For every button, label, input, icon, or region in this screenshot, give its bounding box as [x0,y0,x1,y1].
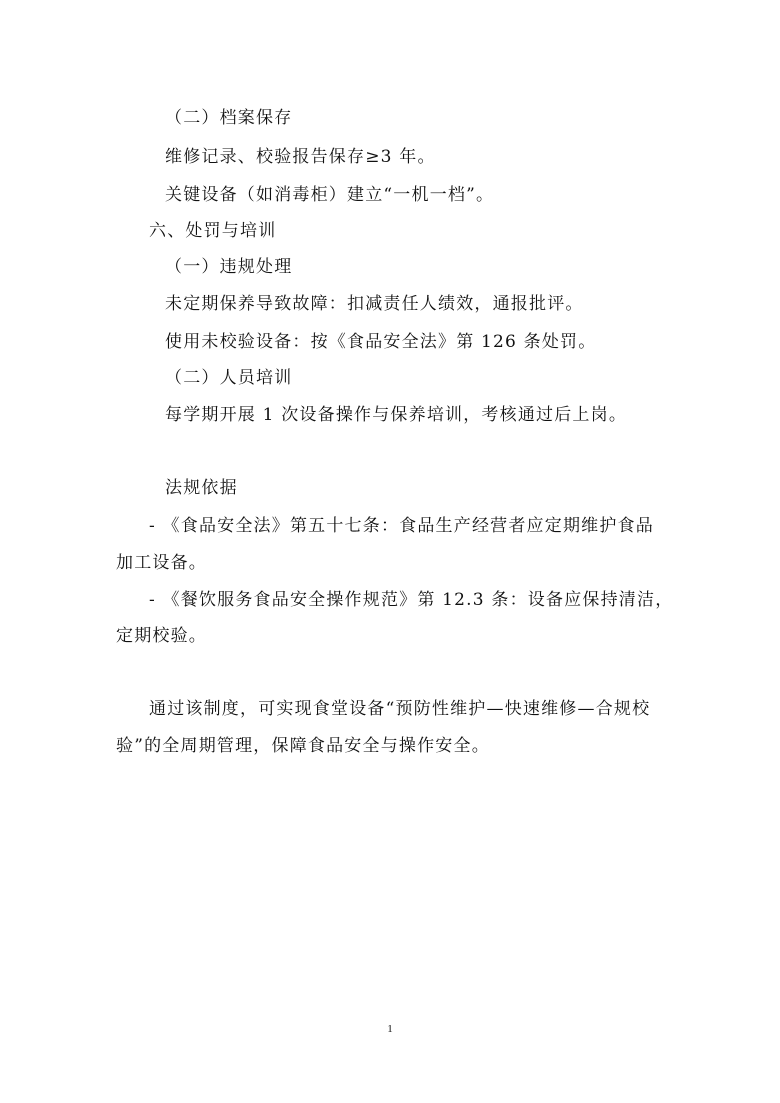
archive-line-1: 维修记录、校验报告保存≥3 年。 [165,147,436,167]
legal-item-2-line-2: 定期校验。 [116,626,207,646]
section-six-heading: 六、处罚与培训 [149,221,277,241]
legal-basis-heading: 法规依据 [165,478,238,498]
page-number: 1 [387,1023,393,1035]
legal-item-2-line-1: - 《餐饮服务食品安全操作规范》第 12.3 条：设备应保持清洁， [149,590,674,610]
archive-line-2: 关键设备（如消毒柜）建立“一机一档”。 [165,185,495,205]
violations-line-1: 未定期保养导致故障：扣减责任人绩效，通报批评。 [165,294,584,314]
violations-line-2: 使用未校验设备：按《食品安全法》第 126 条处罚。 [165,332,597,352]
archive-heading: （二）档案保存 [165,108,293,128]
legal-item-1-line-2: 加工设备。 [116,553,207,573]
legal-item-1-line-1: - 《食品安全法》第五十七条：食品生产经营者应定期维护食品 [149,516,654,536]
violations-heading: （一）违规处理 [165,257,293,277]
training-line-1: 每学期开展 1 次设备操作与保养培训，考核通过后上岗。 [165,405,628,425]
conclusion-line-2: 验”的全周期管理，保障食品安全与操作安全。 [116,736,490,756]
conclusion-line-1: 通过该制度，可实现食堂设备“预防性维护—快速维修—合规校 [149,699,651,719]
training-heading: （二）人员培训 [165,368,293,388]
